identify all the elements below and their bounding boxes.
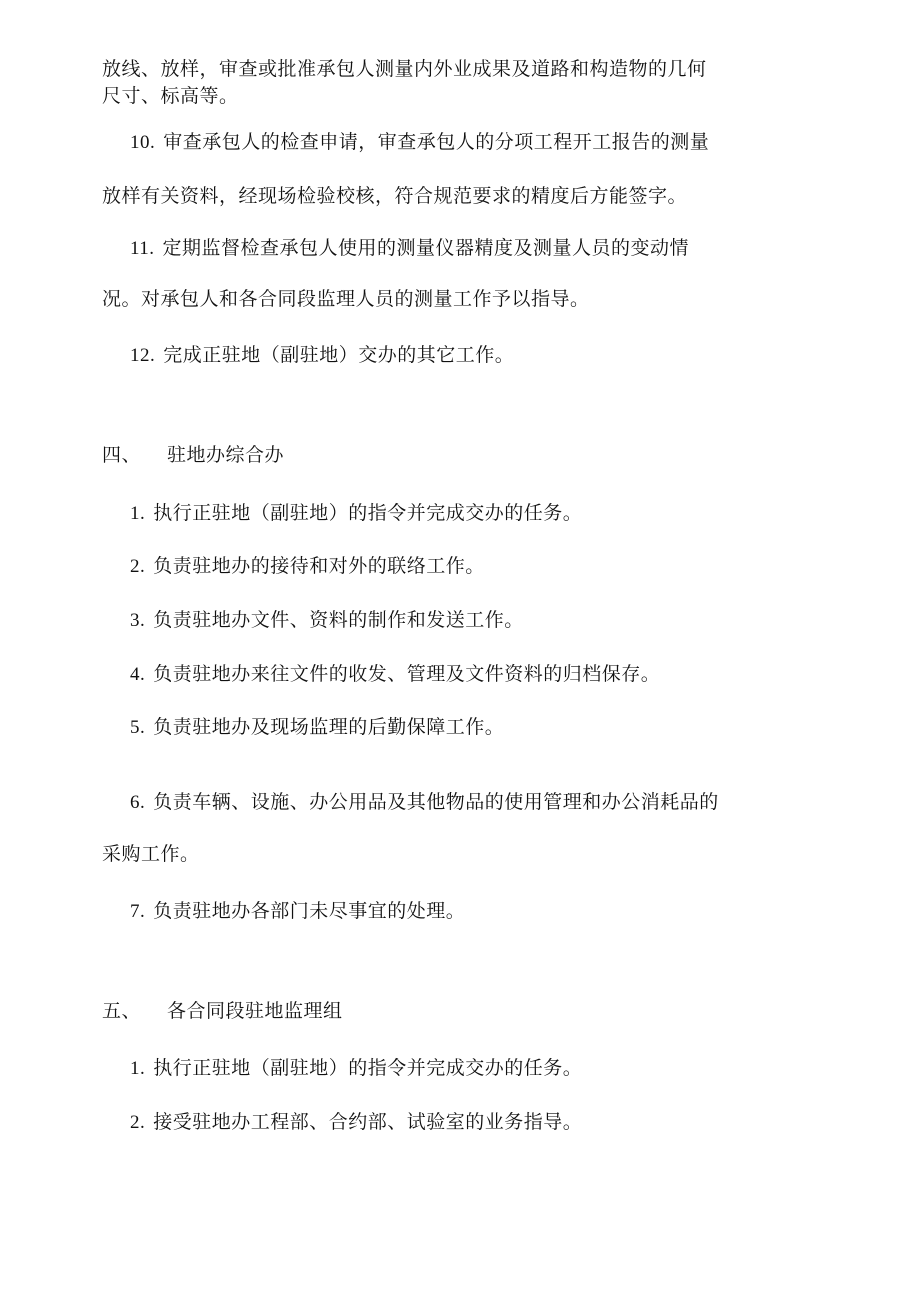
item-text: 负责驻地办各部门未尽事宜的处理。	[153, 900, 466, 922]
item-text: 负责驻地办文件、资料的制作和发送工作。	[153, 609, 524, 631]
list-item	[130, 714, 504, 741]
section-number: 四、	[102, 444, 142, 466]
item-text: 执行正驻地（副驻地）的指令并完成交办的任务。	[153, 1057, 583, 1079]
list-item	[130, 1055, 582, 1082]
item-number: 1.	[130, 503, 146, 524]
item-number: 4.	[130, 664, 146, 685]
list-item	[130, 129, 709, 156]
line-text: 放样有关资料，经现场检验校核，符合规范要求的精度后方能签字。	[102, 185, 688, 207]
list-item	[130, 500, 582, 527]
list-item	[130, 553, 485, 580]
line-text: 采购工作。	[102, 843, 200, 865]
list-item	[130, 898, 465, 925]
item-number: 11.	[130, 238, 155, 259]
text-line	[102, 83, 239, 109]
item-number: 7.	[130, 901, 146, 922]
section-number: 五、	[102, 1000, 142, 1022]
section-heading	[102, 998, 343, 1024]
item-number: 10.	[130, 132, 156, 153]
item-number: 2.	[130, 556, 146, 577]
item-text: 执行正驻地（副驻地）的指令并完成交办的任务。	[153, 502, 583, 524]
list-item	[130, 1109, 582, 1136]
item-number: 1.	[130, 1058, 146, 1079]
item-text: 接受驻地办工程部、合约部、试验室的业务指导。	[153, 1111, 583, 1133]
item-number: 2.	[130, 1112, 146, 1133]
list-item	[130, 607, 524, 634]
item-text: 负责驻地办的接待和对外的联络工作。	[153, 555, 485, 577]
text-line	[102, 841, 200, 867]
line-text: 尺寸、标高等。	[102, 85, 239, 107]
list-item	[130, 235, 689, 262]
section-title: 驻地办综合办	[167, 444, 285, 466]
section-heading	[102, 442, 284, 468]
list-item	[130, 789, 719, 816]
text-line	[102, 183, 687, 209]
item-number: 3.	[130, 610, 146, 631]
section-title: 各合同段驻地监理组	[167, 1000, 343, 1022]
item-text: 定期监督检查承包人使用的测量仪器精度及测量人员的变动情	[162, 237, 690, 259]
item-number: 12.	[130, 345, 156, 366]
item-text: 审查承包人的检查申请，审查承包人的分项工程开工报告的测量	[163, 131, 710, 153]
text-line	[102, 56, 707, 82]
list-item	[130, 342, 514, 369]
item-text: 完成正驻地（副驻地）交办的其它工作。	[163, 344, 515, 366]
item-number: 6.	[130, 792, 146, 813]
item-text: 负责车辆、设施、办公用品及其他物品的使用管理和办公消耗品的	[153, 791, 719, 813]
text-line	[102, 286, 590, 312]
item-number: 5.	[130, 717, 146, 738]
item-text: 负责驻地办及现场监理的后勤保障工作。	[153, 716, 505, 738]
list-item	[130, 661, 660, 688]
line-text: 放线、放样，审查或批准承包人测量内外业成果及道路和构造物的几何	[102, 58, 707, 80]
item-text: 负责驻地办来往文件的收发、管理及文件资料的归档保存。	[153, 663, 661, 685]
line-text: 况。对承包人和各合同段监理人员的测量工作予以指导。	[102, 288, 590, 310]
